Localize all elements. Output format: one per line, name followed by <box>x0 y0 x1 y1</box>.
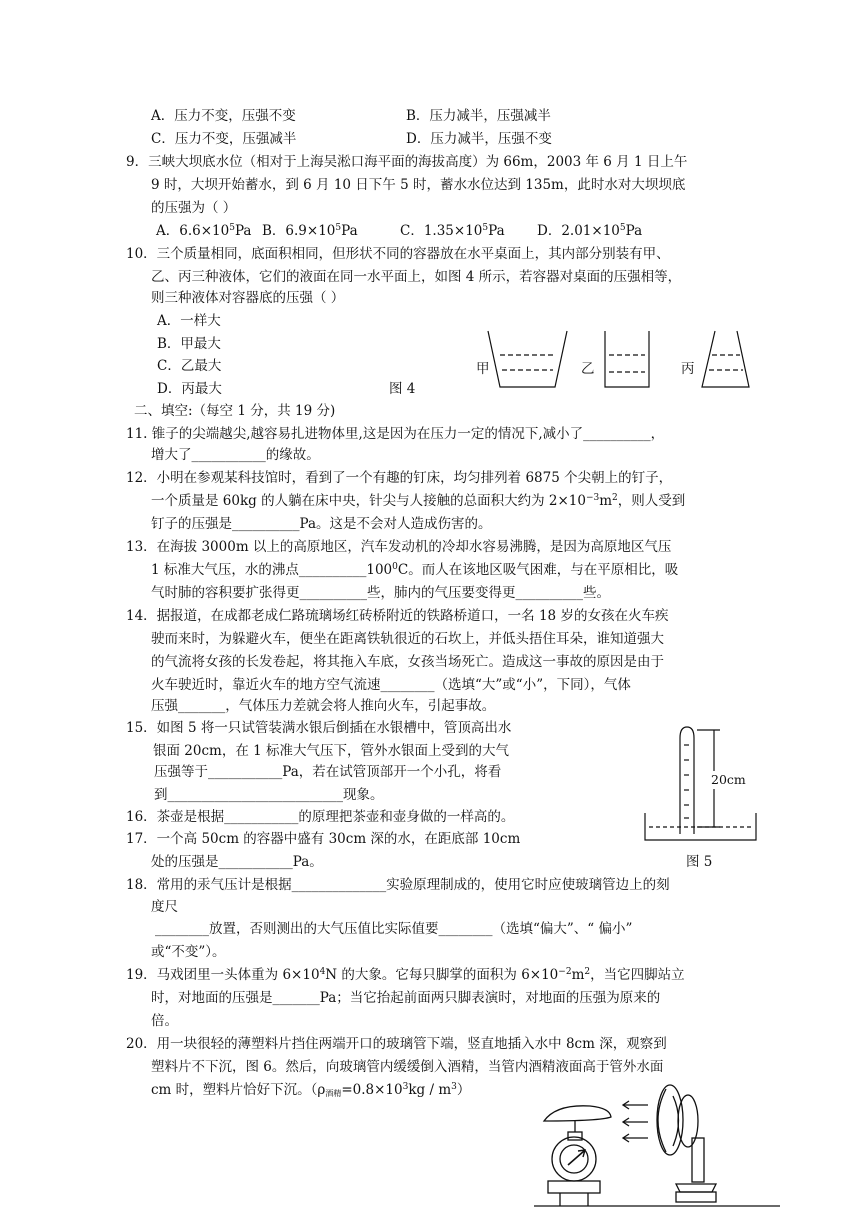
q12-line-1: 12．小明在参观某科技馆时，看到了一个有趣的钉床，均匀排列着 6875 个尖朝上的钉子， <box>126 470 673 486</box>
q8-option-a: A．压力不变，压强不变 <box>151 108 296 124</box>
q17-line-2: 处的压强是___________Pa。 <box>151 854 323 870</box>
airflow-arrows-icon <box>623 1101 648 1142</box>
q8-option-d: D．压力减半，压强不变 <box>406 131 552 147</box>
q10-line-2: 乙、丙三种液体，它们的液面在同一水平面上，如图 4 所示，若容器对桌面的压强相等， <box>151 269 682 285</box>
q9-line-1: 9．三峡大坝底水位（相对于上海吴淞口海平面的海拔高度）为 66m，2003 年 6 月 1 日上午 <box>126 154 688 170</box>
q9-option-a: A．$6.6\times 10^5Pa$ <box>156 223 252 239</box>
q14-line-5: 压强_______，气体压力差就会将人推向火车，引起事故。 <box>151 698 496 714</box>
container-label-yi: 乙 <box>581 361 595 377</box>
q20-line-1: 20．用一块很轻的薄塑料片挡住两端开口的玻璃管下端，竖直地插入水中 8cm 深，观察到 <box>126 1036 667 1052</box>
q15-line-4: 到__________________________现象。 <box>154 787 384 803</box>
q18-line-2: 度尺 <box>151 899 178 915</box>
q10-line-3: 则三种液体对容器底的压强（ ） <box>151 290 345 306</box>
q19-line-2: 时，对地面的压强是_______Pa；当它抬起前面两只脚表演时，对地面的压强为原来的 <box>151 990 661 1006</box>
q15-line-3: 压强等于___________Pa，若在试管顶部开一个小孔，将看 <box>154 764 502 780</box>
q18-line-3: ________放置，否则测出的大气压值比实际值要________（选填“偏大”、“ 偏小” <box>155 921 633 937</box>
q14-line-2: 驶而来时，为躲避火车，便坐在距离铁轨很近的石坎上，并低头捂住耳朵，谁知道强大 <box>151 631 664 647</box>
q19-line-1: 19．马戏团里一头体重为 $6\times 10^4N$ 的大象。它每只脚掌的面积为 $6\times 10^{-2}m^2$，当它四脚站立 <box>126 967 685 983</box>
q8-option-c: C．压力不变，压强减半 <box>151 131 297 147</box>
q12-line-2: 一个质量是 60kg 的人躺在床中央，针尖与人接触的总面积大约为 $2\times 10^{-3}m^2$，则人受到 <box>151 493 686 509</box>
q10-option-d: D．丙最大 <box>157 381 222 397</box>
q20-line-2: 塑料片不下沉，图 6。然后，向玻璃管内缓缓倒入酒精，当管内酒精液面高于管外水面 <box>151 1059 664 1075</box>
q16-line-1: 16．茶壶是根据___________的原理把茶壶和壶身做的一样高的。 <box>126 809 515 825</box>
section-2-heading: 二、填空:（每空 1 分，共 19 分) <box>134 403 336 419</box>
q19-line-3: 倍。 <box>151 1013 178 1029</box>
q9-option-c: C．$1.35\times 10^5Pa$ <box>400 223 505 239</box>
fan-icon <box>657 1085 716 1202</box>
q11-line-2: 增大了___________的缘故。 <box>151 447 320 463</box>
q13-line-1: 13．在海拔 3000m 以上的高原地区，汽车发动机的冷却水容易沸腾，是因为高原地区气压 <box>126 539 672 555</box>
q14-line-3: 的气流将女孩的长发卷起，将其拖入车底，女孩当场死亡。造成这一事故的原因是由于 <box>151 654 664 670</box>
container-label-jia: 甲 <box>476 361 490 377</box>
q15-line-2: 银面 20cm，在 1 标准大气压下，管外水银面上受到的大气 <box>153 743 510 759</box>
q9-option-b: B．$6.9\times 10^5Pa$ <box>262 223 358 239</box>
wing-model-icon <box>544 1106 611 1121</box>
q20-line-3: cm 时，塑料片恰好下沉。$(\rho_{酒精}=0.8\times 10^3kg / m^3)$ <box>151 1082 471 1098</box>
container-label-bing: 丙 <box>681 361 695 377</box>
q9-line-2: 9 时，大坝开始蓄水，到 6 月 10 日下午 5 时，蓄水水位达到 135m，此时水对大坝坝底 <box>151 177 686 193</box>
q14-line-1: 14．据报道，在成都老成仁路琉璃场红砖桥附近的铁路桥道口，一名 18 岁的女孩在火车疾 <box>126 608 669 624</box>
q18-line-1: 18．常用的汞气压计是根据______________实验原理制成的，使用它时应使玻璃管边上的刻 <box>126 877 670 893</box>
q13-line-3: 气时肺的容积要扩张得更__________些，肺内的气压要变得更__________些。 <box>151 585 610 601</box>
q14-line-4: 火车驶近时，靠近火车的地方空气流速________（选填“大”或“小”，下同），气体 <box>151 677 631 693</box>
q10-option-a: A．一样大 <box>157 313 221 329</box>
q18-line-4: 或“不变”）。 <box>151 944 226 960</box>
q9-option-d: D．$2.01\times 10^5Pa$ <box>537 223 643 239</box>
figure-5-height-label: 20cm <box>711 772 746 787</box>
q17-line-1: 17．一个高 50cm 的容器中盛有 30cm 深的水，在距底部 10cm <box>126 831 521 847</box>
q13-line-2: 1 标准大气压，水的沸点$\_\_\_\_\_\_\_\_\_\_100^0C$。而人在该地区吸气困难，与在平原相比，吸 <box>151 562 679 578</box>
figure-4-caption: 图 4 <box>389 381 416 397</box>
q15-line-1: 15．如图 5 将一只试管装满水银后倒插在水银槽中，管顶高出水 <box>126 720 512 736</box>
q10-line-1: 10．三个质量相同，底面积相同，但形状不同的容器放在水平桌面上，其内部分别装有甲、 <box>126 246 670 262</box>
q11-line-1: 11. 锥子的尖端越尖,越容易扎进物体里,这是因为在压力一定的情况下,减小了__________， <box>126 426 665 442</box>
q9-line-3: 的压强为（ ） <box>151 200 237 216</box>
q10-option-c: C．乙最大 <box>157 358 222 374</box>
q10-option-b: B．甲最大 <box>157 336 221 352</box>
q8-option-b: B．压力减半，压强减半 <box>406 108 551 124</box>
q12-line-3: 钉子的压强是__________Pa。这是不会对人造成伤害的。 <box>151 516 492 532</box>
figure-5-caption: 图 5 <box>686 854 713 870</box>
